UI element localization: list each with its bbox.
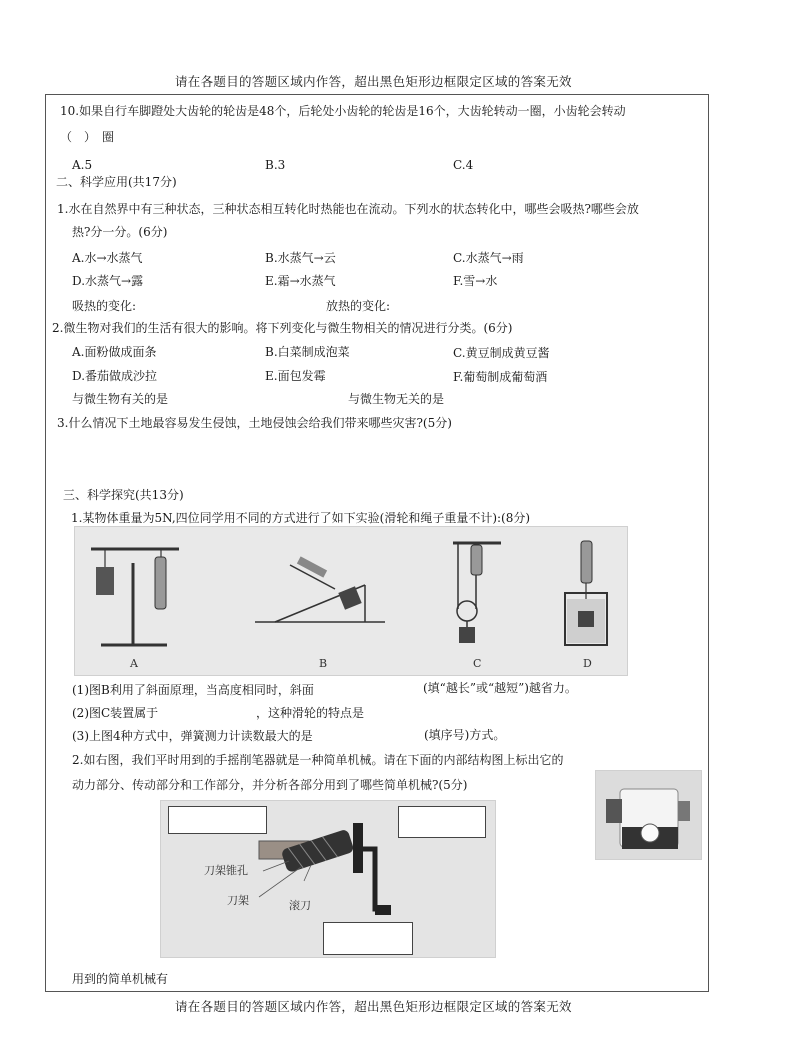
label-blade-holder: 刀架 [227,894,249,907]
s2-q3-stem: 3.什么情况下土地最容易发生侵蚀，土地侵蚀会给我们带来哪些灾害?(5分) [57,416,452,430]
s3-q1-sub2-text2: ，这种滑轮的特点是 [256,706,365,720]
figure-d-block [578,611,594,627]
q10-option-a: A.5 [72,158,93,172]
figure-a-spring-scale [155,557,166,609]
figure-c-spring-scale [471,545,482,575]
section2-title: 二、科学应用(共17分) [56,175,177,189]
s2-q2-related-label: 与微生物有关的是 [72,392,169,406]
q10-option-c: C.4 [453,158,474,172]
figure-c-block [459,627,475,643]
s2-q1-absorb-label: 吸热的变化: [72,299,137,313]
frame-plate [353,823,363,873]
notice-bottom: 请在各题目的答题区域内作答，超出黑色矩形边框限定区域的答案无效 [175,999,572,1014]
figure-label-c: C [473,657,482,670]
figure-label-d: D [583,657,592,670]
figure-a-weight [96,567,114,595]
q10-option-b: B.3 [265,158,286,172]
s2-q2-option-b: B.白菜制成泡菜 [265,345,350,359]
sharpener-icon [596,771,703,861]
s3-q1-sub3-text: (3)上图4种方式中，弹簧测力计读数最大的是 [72,729,313,743]
label-roller-blade: 滚刀 [289,899,311,912]
s2-q1-option-a: A.水→水蒸气 [72,251,143,265]
figure-label-a: A [130,657,138,670]
figure-b-spring-scale [297,556,327,577]
s2-q1-option-d: D.水蒸气→露 [72,274,144,288]
figure-b-block [338,586,361,609]
s2-q2-line1: 2.微生物对我们的生活有很大的影响。将下列变化与微生物相关的情况进行分类。(6分) [52,321,513,335]
s3-q1-sub3-hint: (填序号)方式。 [424,728,506,742]
crank-handle [363,849,385,909]
s3-q1-sub1-hint: (填“越长”或“越短”)越省力。 [423,681,577,695]
power-part-answer-box[interactable] [168,806,267,834]
figure-d-spring-scale [581,541,592,583]
s2-q1-line2: 热?分一分。(6分) [72,225,168,239]
q10-stem-line1: 10.如果自行车脚蹬处大齿轮的轮齿是48个，后轮处小齿轮的轮齿是16个，大齿轮转动一圈，小齿轮会转动 [60,104,626,118]
s2-q1-option-e: E.霜→水蒸气 [265,274,336,288]
transmission-part-answer-box[interactable] [398,806,486,838]
s3-q1-line1: 1.某物体重量为5N,四位同学用不同的方式进行了如下实验(滑轮和绳子重量不计):(8分) [71,511,531,525]
s3-q2-line1: 2.如右图，我们平时用到的手摇削笔器就是一种简单机械。请在下面的内部结构图上标出它的 [72,753,564,767]
s2-q2-option-c: C.黄豆制成黄豆酱 [453,346,550,360]
experiment-diagrams [75,527,629,677]
s2-q2-option-f: F.葡萄制成葡萄酒 [453,370,548,384]
label-blade-holder-hole: 刀架锥孔 [204,864,248,877]
s2-q1-option-c: C.水蒸气→雨 [453,251,524,265]
experiment-figure [74,526,628,676]
section3-title: 三、科学探究(共13分) [63,488,184,502]
figure-label-b: B [319,657,328,670]
notice-top: 请在各题目的答题区域内作答，超出黑色矩形边框限定区域的答案无效 [175,74,572,89]
s2-q2-option-a: A.面粉做成面条 [72,345,157,359]
s2-q1-release-label: 放热的变化: [326,299,391,313]
crank-knob [375,905,391,915]
s2-q2-unrelated-label: 与微生物无关的是 [348,392,445,406]
sharpener-photo [595,770,702,860]
s3-q1-sub2-text: (2)图C装置属于 [72,706,159,720]
s2-q1-option-b: B.水蒸气→云 [265,251,336,265]
s2-q1-line1: 1.水在自然界中有三种状态，三种状态相互转化时热能也在流动。下列水的状态转化中，哪些会吸热?哪些会放 [57,202,639,216]
working-part-answer-box[interactable] [323,922,413,955]
s3-q2-footer: 用到的简单机械有 [72,972,169,986]
s2-q1-option-f: F.雪→水 [453,274,498,288]
s3-q1-sub1-text: (1)图B利用了斜面原理，当高度相同时，斜面 [72,683,314,697]
roller-blade [281,829,355,873]
s2-q2-option-e: E.面包发霉 [265,369,326,383]
s2-q2-option-d: D.番茄做成沙拉 [72,369,158,383]
s3-q2-line2: 动力部分、传动部分和工作部分，并分析各部分用到了哪些简单机械?(5分) [72,778,468,792]
q10-stem-line2: （ ） 圈 [60,130,115,144]
